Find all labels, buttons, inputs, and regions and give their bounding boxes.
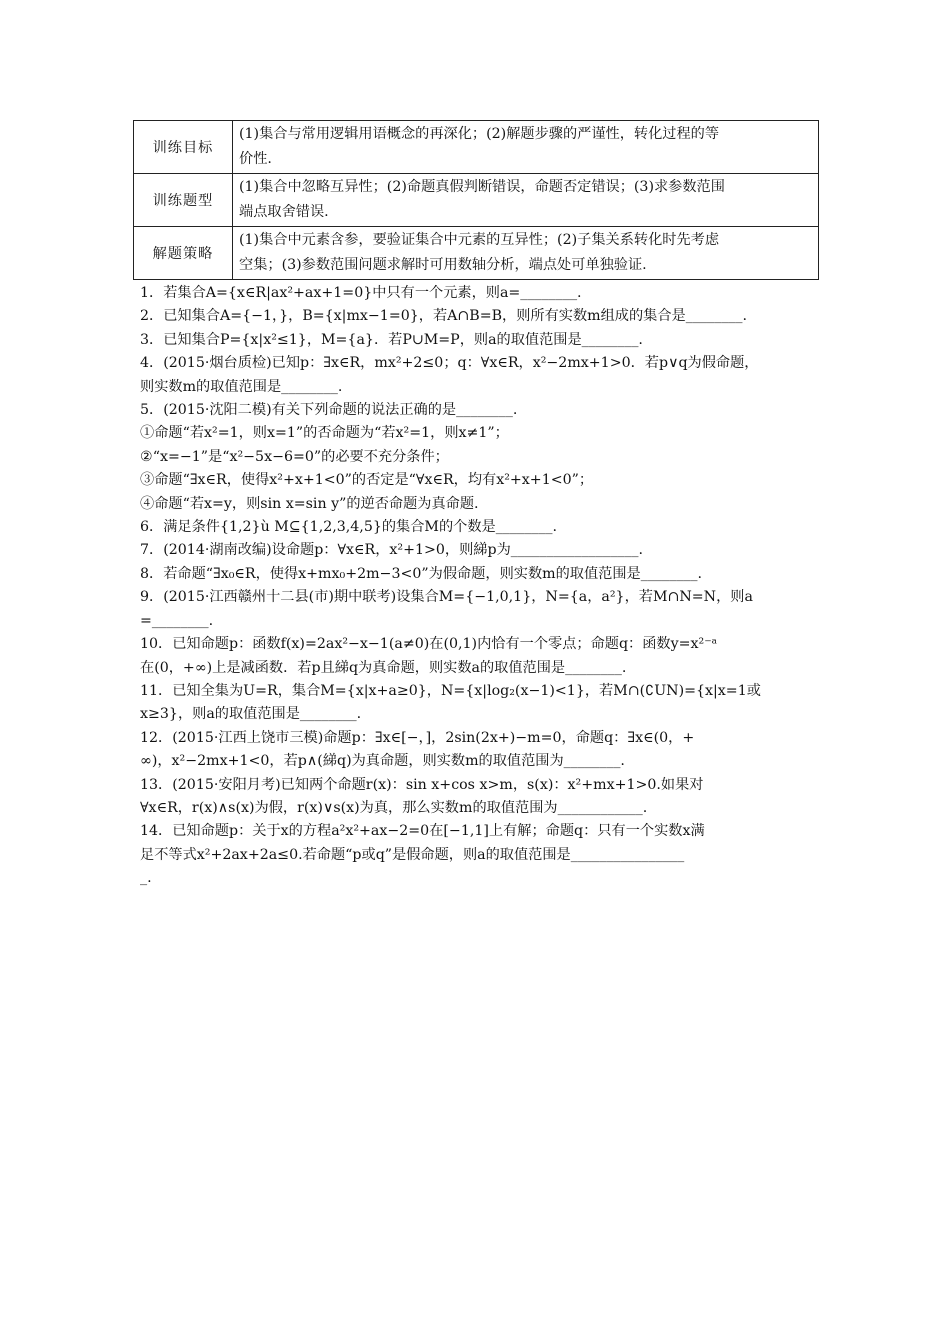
question-line: 足不等式x²+2ax+2a≤0.若命题“p或q”是假命题，则a的取值范围是________________ [140,846,685,863]
content-line: (1)集合与常用逻辑用语概念的再深化；(2)解题步骤的严谨性，转化过程的等 [239,126,720,142]
row-content [233,227,819,280]
question-line: 7．(2014·湖南改编)设命题p：∀x∈R，x²+1>0，则綈p为__________________. [140,542,643,559]
question-line: 5．(2015·沈阳二模)有关下列命题的说法正确的是________. [140,402,518,419]
table-row [134,174,819,227]
question-line: 13．(2015·安阳月考)已知两个命题r(x)：sin x+cos x>m，s(x)：x²+mx+1>0.如果对 [140,776,704,793]
row-content [233,174,819,227]
question-line: 2．已知集合A={−1，}，B={x|mx−1=0}，若A∩B=B，则所有实数m组成的集合是________. [140,308,747,325]
question-line: ③命题“∃x∈R，使得x²+x+1<0”的否定是“∀x∈R，均有x²+x+1<0”； [140,472,594,489]
question-line: 10．已知命题p：函数f(x)=2ax²−x−1(a≠0)在(0,1)内恰有一个零点；命题q：函数y=x²⁻ᵃ [140,636,718,653]
question-line: ②“x=−1”是“x²−5x−6=0”的必要不充分条件； [140,448,449,465]
question-line: 11．已知全集为U=R，集合M={x|x+a≥0}，N={x|log₂(x−1)<1}，若M∩(∁UN)={x|x=1或 [140,682,761,699]
question-line: =________. [140,612,214,629]
question-line: 6．满足条件{1,2}ù M⊆{1,2,3,4,5}的集合M的个数是________. [140,519,557,536]
question-line: 8．若命题“∃x₀∈R，使得x+mx₀+2m−3<0”为假命题，则实数m的取值范围是________. [140,565,702,582]
row-label: 解题策略 [134,227,233,280]
question-line: 14．已知命题p：关于x的方程a²x²+ax−2=0在[−1,1]上有解；命题q：只有一个实数x满 [140,823,705,840]
question-line: 9．(2015·江西赣州十二县(市)期中联考)设集合M={−1,0,1}，N={a，a²}，若M∩N=N，则a [140,589,753,606]
question-line: 4．(2015·烟台质检)已知p：∃x∈R，mx²+2≤0；q：∀x∈R，x²−2mx+1>0．若p∨q为假命题， [140,355,759,372]
question-line: 在(0，+∞)上是减函数．若p且綈q为真命题，则实数a的取值范围是________. [140,659,627,676]
row-label: 训练题型 [134,174,233,227]
question-list [140,282,820,891]
question-line: 12．(2015·江西上饶市三模)命题p：∃x∈[−，]，2sin(2x+)−m=0，命题q：∃x∈(0，+ [140,729,695,746]
question-line: ∀x∈R，r(x)∧s(x)为假，r(x)∨s(x)为真，那么实数m的取值范围为____________. [140,799,648,816]
question-line: ④命题“若x=y，则sin x=sin y”的逆否命题为真命题. [140,495,479,512]
question-line: _. [140,870,152,887]
row-content [233,121,819,174]
info-table [133,120,819,280]
content-line: (1)集合中忽略互异性；(2)命题真假判断错误，命题否定错误；(3)求参数范围 [239,179,725,195]
content-line: 端点取舍错误. [239,204,329,220]
row-label: 训练目标 [134,121,233,174]
content-line: 价性. [239,151,272,167]
content-line: 空集；(3)参数范围问题求解时可用数轴分析，端点处可单独验证. [239,257,647,273]
question-line: 3．已知集合P={x|x²≤1}，M={a}．若P∪M=P，则a的取值范围是________. [140,331,643,348]
table-row [134,121,819,174]
question-line: 则实数m的取值范围是________. [140,378,343,395]
question-line: ①命题“若x²=1，则x=1”的否命题为“若x²=1，则x≠1”； [140,425,509,442]
table-row [134,227,819,280]
question-line: ∞)，x²−2mx+1<0，若p∧(綈q)为真命题，则实数m的取值范围为________. [140,753,625,770]
question-line: x≥3}，则a的取值范围是________. [140,706,362,723]
content-line: (1)集合中元素含参，要验证集合中元素的互异性；(2)子集关系转化时先考虑 [239,232,720,248]
question-line: 1．若集合A={x∈R|ax²+ax+1=0}中只有一个元素，则a=________. [140,285,582,301]
